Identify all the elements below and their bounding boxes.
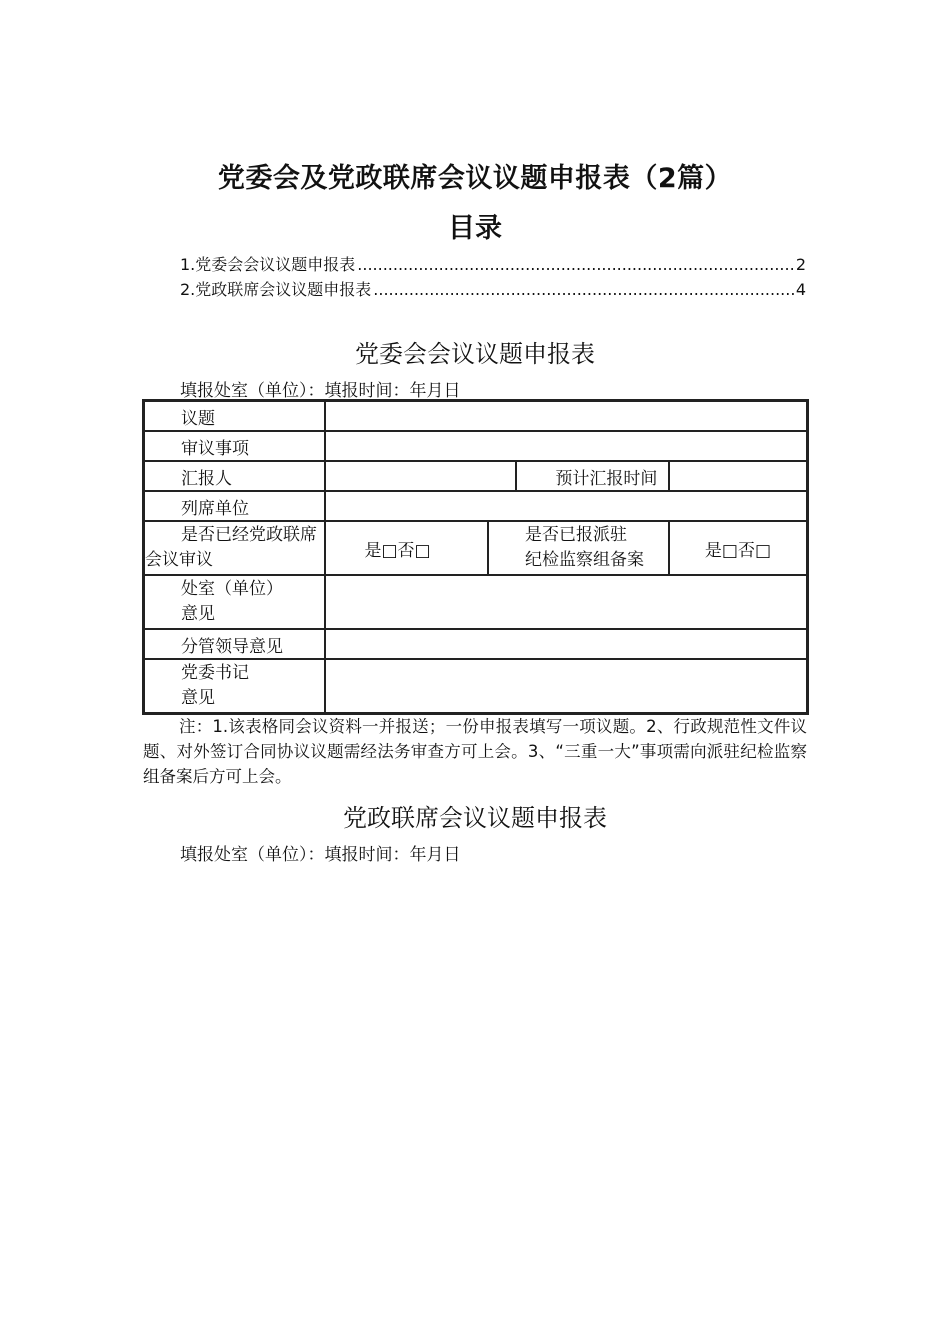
- form1-fill-line: 填报处室（单位）：填报时间：年月日: [180, 381, 461, 401]
- dept-opinion-label-line2: 意见: [181, 604, 215, 624]
- table-row: [144, 521, 807, 575]
- toc-entry[interactable]: [180, 252, 806, 277]
- toc-leader-dots: [373, 280, 794, 299]
- joint-meeting-reviewed-label: 是否已经党政联席会议审议: [144, 521, 325, 575]
- joint-meeting-yes-no[interactable]: 是□否□: [325, 521, 488, 575]
- topic-label: 议题: [144, 401, 325, 431]
- secretary-opinion-input-cell[interactable]: [325, 659, 807, 713]
- table-row: [144, 659, 807, 713]
- toc-entry-label: 1.党委会会议议题申报表: [180, 255, 356, 274]
- form1-table: [142, 399, 809, 715]
- attending-units-label: 列席单位: [144, 491, 325, 521]
- leader-opinion-input-cell[interactable]: [325, 629, 807, 659]
- discipline-filed-label-line1: 是否已报派驻: [525, 525, 628, 545]
- expected-time-input-cell[interactable]: [669, 461, 807, 491]
- discipline-filed-yes-no[interactable]: 是□否□: [669, 521, 807, 575]
- form2-title: 党政联席会议议题申报表: [343, 804, 607, 832]
- toc-entry[interactable]: [180, 277, 806, 302]
- discipline-filed-label: [488, 521, 669, 575]
- toc-leader-dots: [357, 255, 794, 274]
- table-row: [144, 575, 807, 629]
- table-row: [144, 431, 807, 461]
- topic-input-cell[interactable]: [325, 401, 807, 431]
- secretary-opinion-label-line2: 意见: [181, 688, 215, 708]
- leader-opinion-label: 分管领导意见: [144, 629, 325, 659]
- table-of-contents: [180, 252, 806, 302]
- reporter-input-cell[interactable]: [325, 461, 516, 491]
- toc-entry-page: 2: [795, 255, 806, 274]
- dept-opinion-input-cell[interactable]: [325, 575, 807, 629]
- review-items-input-cell[interactable]: [325, 431, 807, 461]
- reporter-label: 汇报人: [144, 461, 325, 491]
- attending-units-input-cell[interactable]: [325, 491, 807, 521]
- dept-opinion-label: [144, 575, 325, 629]
- table-row: [144, 461, 807, 491]
- review-items-label: 审议事项: [144, 431, 325, 461]
- secretary-opinion-label: [144, 659, 325, 713]
- expected-time-label: 预计汇报时间: [516, 461, 669, 491]
- discipline-filed-label-line2: 纪检监察组备案: [525, 550, 645, 570]
- dept-opinion-label-line1: 处室（单位）: [181, 579, 283, 599]
- form1-note: 注：1.该表格同会议资料一并报送；一份申报表填写一项议题。2、行政规范性文件议题、对外签订合同协议议题需经法务审查方可上会。3、“三重一大”事项需向派驻纪检监察组备案后方可上会。: [143, 717, 807, 786]
- toc-entry-label: 2.党政联席会议议题申报表: [180, 280, 372, 299]
- table-row: [144, 629, 807, 659]
- table-row: [144, 401, 807, 431]
- toc-entry-page: 4: [795, 280, 806, 299]
- form2-fill-line: 填报处室（单位）：填报时间：年月日: [180, 845, 461, 865]
- secretary-opinion-label-line1: 党委书记: [181, 663, 249, 683]
- document-title: 党委会及党政联席会议议题申报表（2篇）: [217, 163, 733, 194]
- table-row: [144, 491, 807, 521]
- toc-heading: 目录: [448, 213, 502, 244]
- form1-title: 党委会会议议题申报表: [355, 340, 595, 368]
